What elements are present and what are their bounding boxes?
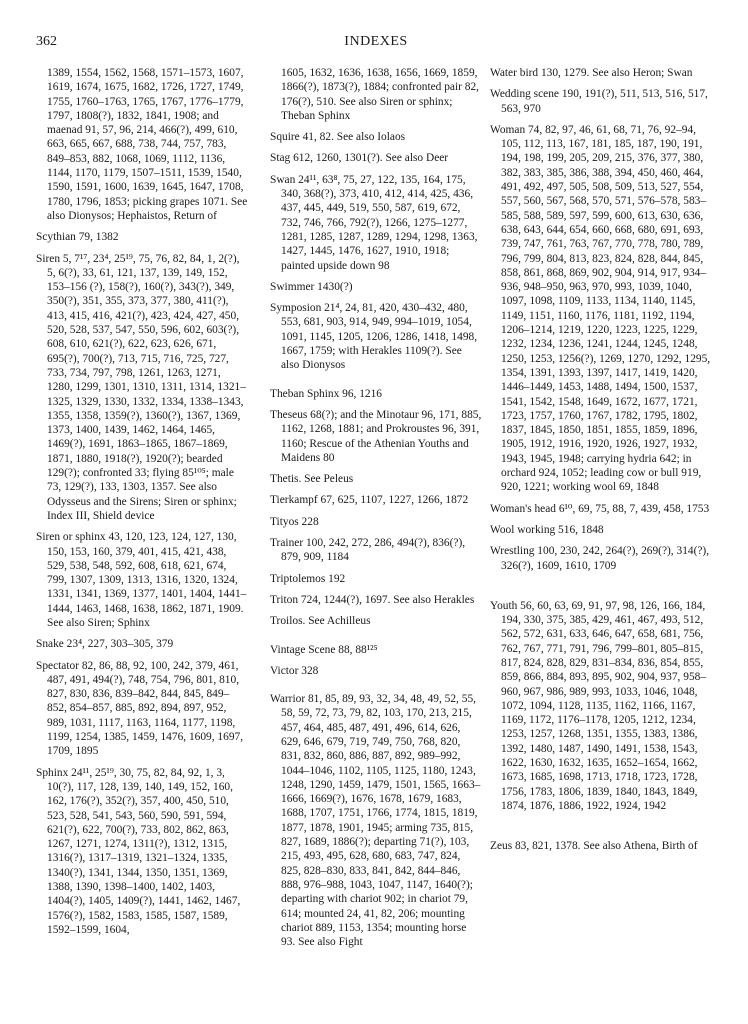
index-entry: Squire 41, 82. See also Iolaos [270,131,406,144]
index-entry: Woman's head 6¹⁰, 69, 75, 88, 7, 439, 458, 1753 [490,502,710,515]
index-entry: Swimmer 1430(?) [270,280,353,293]
index-entry: Thetis. See Peleus [270,473,354,486]
running-title: INDEXES [344,34,408,49]
index-entry: Stag 612, 1260, 1301(?). See also Deer [270,152,449,165]
index-entry: Spectator 82, 86, 88, 92, 100, 242, 379, 461, 487, 491, 494(?), 748, 754, 796, 801, 810, 827, 830, 836, 839–842, 844, 845, 849–852, 854–857, 885, 892, 894, 897, 952, 989, 1031, 1117, 1163, 1164, 1177, 1198, 1199, 1254, 1385, 1459, 1476, 1609, 1697, 1709, 1895 [36,659,244,758]
index-entry: Tierkampf 67, 625, 1107, 1227, 1266, 1872 [270,494,469,507]
index-entry: Victor 328 [270,664,319,677]
index-entry: Warrior 81, 85, 89, 93, 32, 34, 48, 49, 52, 55, 58, 59, 72, 73, 79, 82, 103, 170, 213, 215, 457, 464, 485, 487, 491, 496, 614, 626, 629, 646, 679, 719, 749, 750, 768, 820, 831, 832, 860, 886, 887, 892, 989–992, 1044–1046, 1102, 1105, 1125, 1180, 1243, 1248, 1290, 1459, 1479, 1501, 1565, 1663–1666, 1669(?), 1676, 1678, 1679, 1683, 1688, 1707, 1751, 1766, 1774, 1815, 1819, 1877, 1878, 1901, 1945; arming 735, 815, 827, 1689, 1886(?); departing 71(?), 103, 215, 493, 495, 628, 680, 683, 747, 824, 825, 828–830, 833, 841, 842, 844–846, 888, 976–988, 1043, 1047, 1147, 1640(?); departing with chariot 902; in chariot 79, 614; mounted 24, 41, 82, 206; mounting chariot 889, 1153, 1354; mounting horse 93. See also Fight [270,693,481,949]
index-entry: Trainer 100, 242, 272, 286, 494(?), 836(?), 879, 909, 1184 [270,537,466,564]
index-entry: Tityos 228 [270,515,319,528]
index-column-1 [36,66,248,944]
index-entry: Symposion 21⁴, 24, 81, 420, 430–432, 480, 553, 681, 903, 914, 949, 994–1019, 1054, 1091, 1145, 1205, 1206, 1286, 1418, 1498, 1667, 1759; with Herakles 1109(?). See also Dionysos [270,302,478,372]
index-entry: Troilos. See Achilleus [270,615,371,628]
index-entry: Zeus 83, 821, 1378. See also Athena, Birth of [490,840,698,853]
index-entry: Wedding scene 190, 191(?), 511, 513, 516, 517, 563, 970 [490,88,708,115]
index-entry: Triton 724, 1244(?), 1697. See also Herakles [270,593,475,606]
index-entry: Theban Sphinx 96, 1216 [270,387,382,400]
index-entry: Wool working 516, 1848 [490,523,604,536]
index-entry: Triptolemos 192 [270,572,346,585]
index-entry: 1605, 1632, 1636, 1638, 1656, 1669, 1859, 1866(?), 1873(?), 1884; confronted pair 82, 176(?), 510. See also Siren or sphinx; Theban Sphinx [281,67,480,122]
index-entry: Wrestling 100, 230, 242, 264(?), 269(?), 314(?), 326(?), 1609, 1610, 1709 [490,545,710,572]
page-number: 362 [36,34,57,49]
index-entry: Youth 56, 60, 63, 69, 91, 97, 98, 126, 166, 184, 194, 330, 375, 385, 429, 461, 467, 493, 512, 562, 572, 631, 633, 646, 647, 658, 681, 756, 762, 767, 771, 791, 796, 799–801, 805–815, 817, 824, 828, 829, 831–834, 836, 854, 855, 859, 866, 884, 893, 895, 902, 904, 937, 958–960, 967, 986, 989, 993, 1033, 1046, 1048, 1072, 1094, 1128, 1135, 1162, 1166, 1167, 1169, 1172, 1176–1178, 1205, 1212, 1234, 1253, 1257, 1268, 1351, 1355, 1383, 1386, 1392, 1480, 1487, 1490, 1491, 1538, 1543, 1622, 1630, 1632, 1635, 1652–1654, 1662, 1673, 1685, 1698, 1713, 1718, 1723, 1728, 1756, 1783, 1806, 1839, 1840, 1843, 1849, 1874, 1876, 1886, 1922, 1924, 1942 [490,599,707,812]
index-entry: 1389, 1554, 1562, 1568, 1571–1573, 1607, 1619, 1674, 1675, 1682, 1726, 1727, 1749, 1755, 1760–1763, 1765, 1767, 1776–1779, 1797, 1808(?), 1832, 1841, 1908; and maenad 91, 57, 96, 214, 466(?), 499, 610, 663, 665, 667, 688, 738, 744, 757, 783, 849–853, 882, 1068, 1069, 1112, 1136, 1144, 1170, 1179, 1507–1511, 1539, 1540, 1590, 1591, 1600, 1639, 1645, 1647, 1708, 1780, 1796, 1853; picking grapes 1071. See also Dionysos; Hephaistos, Return of [47,67,248,222]
index-entry: Siren or sphinx 43, 120, 123, 124, 127, 130, 150, 153, 160, 379, 401, 415, 421, 438, 529, 538, 548, 592, 608, 618, 621, 674, 799, 1307, 1309, 1313, 1316, 1320, 1324, 1331, 1341, 1369, 1377, 1401, 1404, 1441–1444, 1463, 1468, 1638, 1862, 1871, 1909. See also Siren; Sphinx [36,531,247,629]
index-entry: Scythian 79, 1382 [36,231,119,244]
index-column-3 [490,66,712,861]
index-entry: Sphinx 24¹¹, 25¹⁹, 30, 75, 82, 84, 92, 1, 3, 10(?), 117, 128, 139, 140, 149, 152, 160, 162, 176(?), 352(?), 357, 400, 450, 510, 523, 528, 541, 543, 560, 590, 591, 594, 621(?), 622, 700(?), 733, 802, 862, 863, 1267, 1271, 1274, 1311(?), 1312, 1315, 1316(?), 1317–1319, 1321–1324, 1335, 1340(?), 1341, 1344, 1350, 1351, 1369, 1388, 1390, 1398–1400, 1402, 1403, 1404(?), 1405, 1409(?), 1441, 1462, 1467, 1576(?), 1582, 1583, 1585, 1587, 1589, 1592–1599, 1604, [36,766,241,936]
index-column-2 [270,66,482,956]
index-entry: Siren 5, 7¹⁷, 23⁴, 25¹⁹, 75, 76, 82, 84, 1, 2(?), 5, 6(?), 33, 61, 121, 137, 139, 149, 152, 153–156 (?), 158(?), 160(?), 343(?), 349, 350(?), 351, 355, 373, 377, 380, 411(?), 413, 415, 416, 421(?), 423, 424, 427, 450, 520, 528, 537, 547, 550, 596, 602, 603(?), 608, 610, 621(?), 622, 623, 626, 671, 695(?), 700(?), 713, 715, 716, 725, 727, 733, 734, 797, 798, 1261, 1263, 1271, 1280, 1299, 1301, 1310, 1311, 1314, 1321–1325, 1329, 1330, 1332, 1334, 1338–1343, 1355, 1358, 1359(?), 1360(?), 1367, 1369, 1373, 1400, 1439, 1462, 1464, 1465, 1469(?), 1691, 1863–1865, 1867–1869, 1871, 1880, 1918(?), 1920(?); bearded 129(?); confronted 33; flying 85¹⁰⁵; male 73, 129(?), 133, 1303, 1357. See also Odysseus and the Sirens; Siren or sphinx; Index III, Shield device [36,252,246,522]
index-entry: Vintage Scene 88, 88¹²⁵ [270,643,378,656]
index-entry: Theseus 68(?); and the Minotaur 96, 171, 885, 1162, 1268, 1881; and Prokroustes 96, 391, 1160; Rescue of the Athenian Youths and Maidens 80 [270,408,482,464]
index-entry: Swan 24¹¹, 63⁸, 75, 27, 122, 135, 164, 175, 340, 368(?), 373, 410, 412, 414, 425, 436, 437, 445, 449, 519, 550, 587, 619, 672, 732, 746, 766, 792(?), 1266, 1275–1277, 1281, 1285, 1287, 1289, 1294, 1298, 1363, 1427, 1445, 1476, 1627, 1910, 1918; painted upside down 98 [270,173,478,272]
index-entry: Snake 23⁴, 227, 303–305, 379 [36,638,174,651]
page-header [36,34,716,54]
index-entry: Woman 74, 82, 97, 46, 61, 68, 71, 76, 92–94, 105, 112, 113, 167, 181, 185, 187, 190, 191, 194, 198, 199, 205, 209, 215, 376, 377, 380, 382, 383, 385, 386, 388, 394, 450, 460, 464, 491, 492, 497, 505, 508, 509, 513, 527, 554, 557, 560, 567, 568, 570, 571, 576–578, 583–585, 588, 589, 597, 599, 600, 613, 630, 636, 638, 643, 644, 654, 660, 668, 680, 691, 693, 739, 747, 761, 763, 767, 770, 778, 780, 789, 796, 799, 804, 813, 823, 824, 828, 844, 845, 858, 861, 868, 869, 902, 904, 914, 917, 934–936, 948–950, 963, 970, 993, 1039, 1040, 1097, 1098, 1109, 1133, 1134, 1140, 1145, 1149, 1151, 1160, 1176, 1181, 1192, 1194, 1206–1214, 1219, 1220, 1223, 1225, 1229, 1232, 1234, 1236, 1241, 1244, 1245, 1248, 1250, 1253, 1256(?), 1269, 1270, 1292, 1295, 1354, 1391, 1393, 1397, 1417, 1419, 1420, 1446–1449, 1453, 1488, 1494, 1500, 1537, 1541, 1542, 1548, 1649, 1672, 1677, 1721, 1723, 1757, 1760, 1767, 1782, 1795, 1802, 1837, 1845, 1850, 1851, 1855, 1859, 1896, 1905, 1912, 1916, 1920, 1926, 1927, 1932, 1943, 1945, 1948; carrying hydria 642; in orchard 924, 1052; leading cow or bull 919, 920, 1221; working wool 69, 1848 [490,123,711,494]
index-entry: Water bird 130, 1279. See also Heron; Swan [490,67,693,79]
